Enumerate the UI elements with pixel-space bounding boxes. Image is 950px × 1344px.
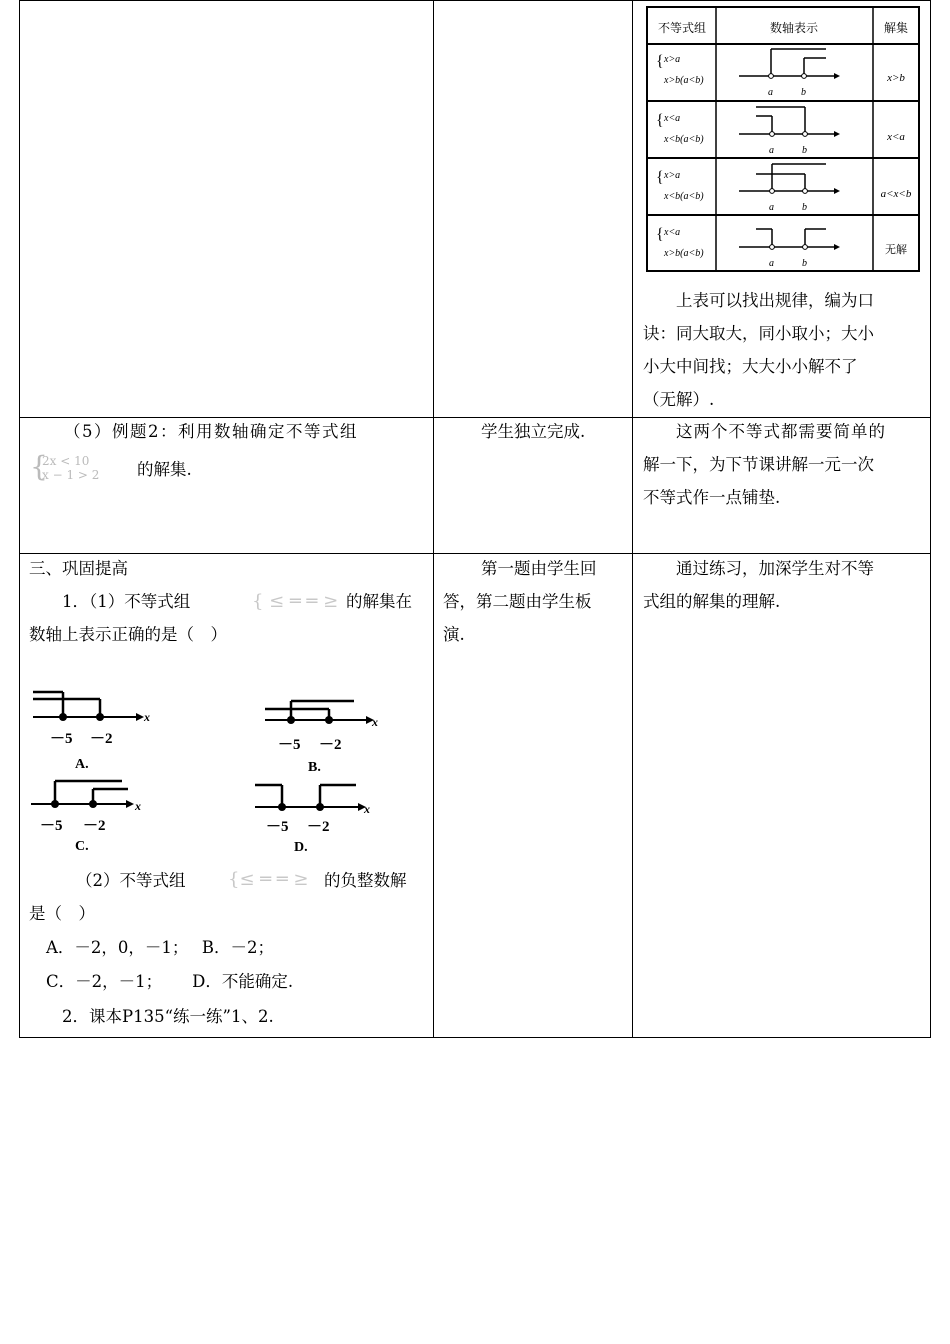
option-c-letter: C.	[75, 839, 89, 854]
example2-system: { 2x < 10 x − 1 > 2	[30, 450, 100, 483]
row1-note-line-3: 小大中间找；大大小小解不了	[643, 357, 858, 376]
option-b-letter: B.	[308, 760, 321, 775]
row1-solution: x>b	[887, 72, 905, 84]
option-b-label-1: －5	[278, 737, 301, 753]
row2-note-line-1: 这两个不等式都需要简单的	[676, 422, 886, 441]
row3-solution: a<x<b	[880, 188, 912, 200]
header-solution: 解集	[883, 21, 909, 35]
row2-solution: x<a	[887, 131, 905, 143]
column-divider-2	[632, 0, 633, 1038]
svg-text:{: {	[656, 112, 664, 129]
row3-ineq1: x>a	[664, 170, 681, 181]
column-divider-1	[433, 0, 434, 1038]
header-number-line: 数轴表示	[769, 21, 819, 35]
table-border-bottom	[19, 1037, 931, 1038]
row3-student-line-1: 第一题由学生回	[481, 559, 597, 578]
row1-note-line-1: 上表可以找出规律，编为口	[676, 291, 874, 310]
q2-prefix: （2）不等式组	[76, 871, 186, 890]
svg-text:b: b	[801, 87, 806, 98]
example2-ineq-1: 2x < 10	[42, 454, 90, 468]
summary-row-1	[656, 49, 905, 98]
option-c-label-2: －2	[83, 818, 106, 834]
table-border-top	[19, 0, 931, 1]
option-d-label-1: －5	[266, 819, 289, 835]
option-b-label-2: －2	[319, 737, 342, 753]
row2-ineq1: x<a	[664, 113, 681, 124]
row1-ineq1: x>a	[664, 54, 681, 65]
option-a-label-2: －2	[90, 731, 113, 747]
q2-options-line-1: A．－2，0，－1； B．－2；	[46, 938, 275, 957]
option-d-letter: D.	[294, 840, 308, 855]
q2-line-2: 是（ ）	[29, 904, 95, 923]
row4-ineq2: x>b(a<b)	[664, 248, 704, 259]
option-d-var: x	[364, 802, 370, 816]
row3-student-line-2: 答，第二题由学生板	[443, 592, 592, 611]
svg-text:{: {	[656, 53, 664, 70]
row3-ineq2: x<b(a<b)	[664, 191, 704, 202]
svg-text:b: b	[802, 202, 807, 213]
table-border-right	[930, 0, 931, 1038]
summary-row-4	[656, 226, 907, 269]
header-system: 不等式组	[657, 21, 707, 35]
section-heading: 三、巩固提高	[29, 559, 128, 578]
q3-text: 2．课本P135“练一练”1、2.	[62, 1007, 274, 1026]
svg-text:a: a	[769, 202, 774, 213]
svg-text:{: {	[656, 226, 664, 243]
option-c-var: x	[135, 799, 141, 813]
row4-ineq1: x<a	[664, 227, 681, 238]
row2-note-line-2: 解一下，为下节课讲解一元一次	[643, 455, 874, 474]
inequality-summary-table	[644, 4, 924, 274]
row1-note-line-4: （无解）.	[643, 390, 715, 409]
row2-ineq2: x<b(a<b)	[664, 134, 704, 145]
svg-text:b: b	[802, 258, 807, 269]
summary-row-2	[656, 107, 905, 156]
row4-solution: 无解	[885, 244, 907, 256]
option-d-label-2: －2	[307, 819, 330, 835]
option-c-number-line	[28, 775, 158, 860]
example2-ineq-2: x − 1 > 2	[42, 468, 100, 482]
row1-note-line-2: 诀：同大取大，同小取小；大小	[643, 324, 874, 343]
option-d-number-line	[252, 778, 382, 858]
q1-suffix: 的解集在	[346, 592, 412, 611]
svg-text:a: a	[768, 87, 773, 98]
row3-student-line-3: 演.	[443, 625, 465, 644]
row3-note-line-1: 通过练习，加深学生对不等	[676, 559, 874, 578]
q2-options-line-2: C．－2，－1； D．不能确定.	[46, 972, 294, 991]
option-b-number-line	[262, 695, 392, 780]
q2-suffix: 的负整数解	[324, 871, 407, 890]
svg-text:b: b	[802, 145, 807, 156]
svg-text:a: a	[769, 258, 774, 269]
row3-note-line-2: 式组的解集的理解.	[643, 592, 781, 611]
option-a-number-line	[28, 685, 163, 775]
q1-line-2: 数轴上表示正确的是（ ）	[29, 625, 227, 644]
option-b-var: x	[372, 715, 378, 729]
option-a-letter: A.	[75, 757, 89, 772]
q1-system-faded: { ≤ ═ ═ ≥	[252, 591, 339, 612]
table-border-left	[19, 0, 20, 1038]
row2-note-line-3: 不等式作一点铺垫.	[643, 488, 781, 507]
q1-prefix: 1．（1）不等式组	[62, 592, 191, 611]
example2-line-2-suffix: 的解集.	[137, 460, 192, 479]
option-a-label-1: －5	[50, 731, 73, 747]
option-a-var: x	[144, 710, 150, 724]
svg-text:a: a	[769, 145, 774, 156]
row2-student-activity: 学生独立完成.	[481, 422, 586, 441]
row1-ineq2: x>b(a<b)	[664, 75, 704, 86]
example2-line-1: （5）例题2：利用数轴确定不等式组	[64, 422, 358, 441]
q2-system-faded: {≤ ═ ═ ≥	[228, 869, 309, 890]
svg-text:{: {	[656, 169, 664, 186]
option-c-label-1: －5	[40, 818, 63, 834]
